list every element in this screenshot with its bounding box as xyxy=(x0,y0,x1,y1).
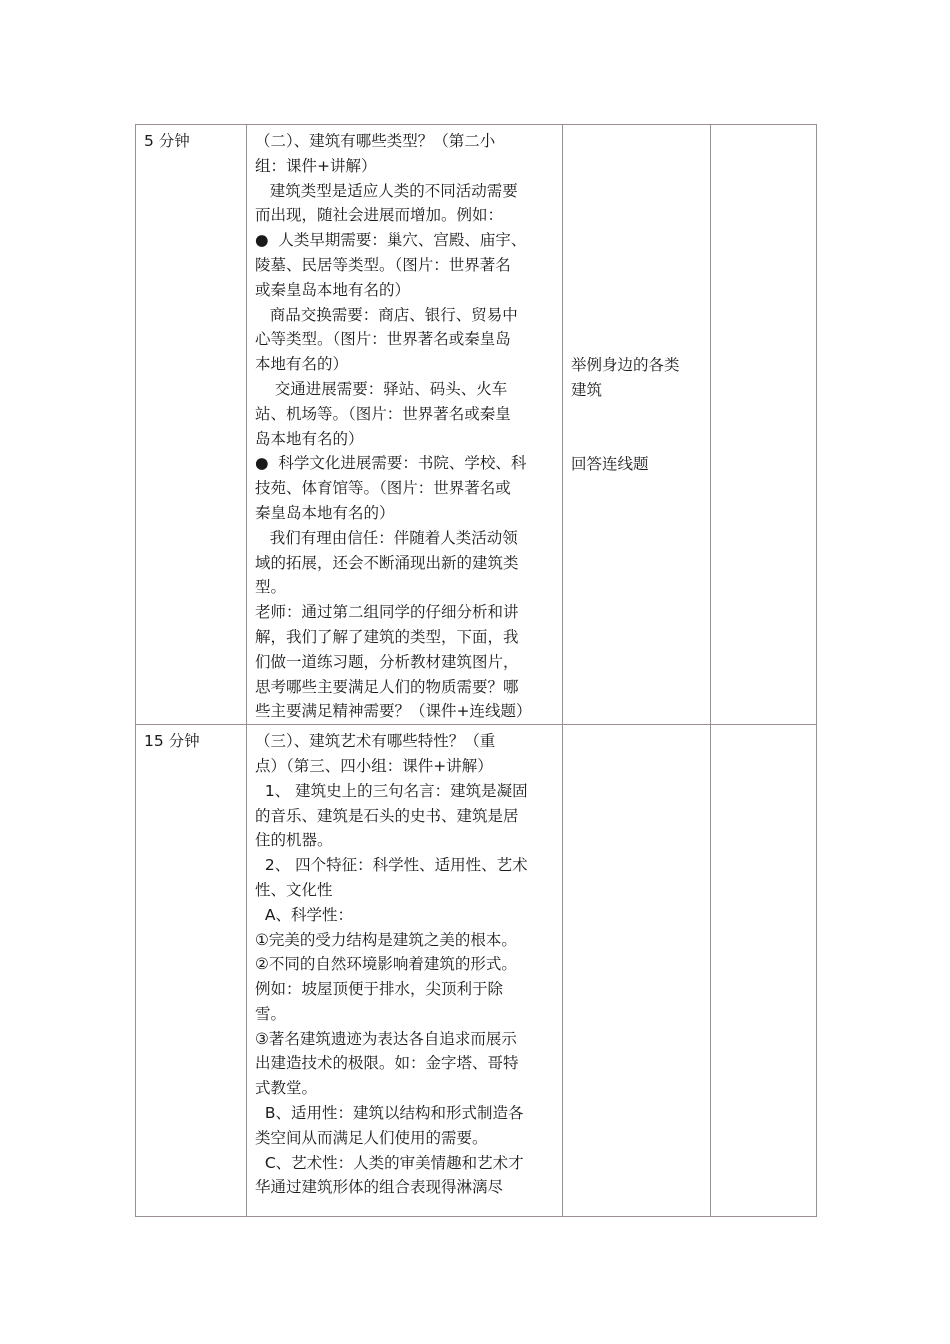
content-line: 心等类型。（图片：世界著名或秦皇岛 xyxy=(255,330,511,349)
notes-cell xyxy=(711,125,817,725)
content-line: 我们有理由信任：伴随着人类活动领 xyxy=(255,528,518,547)
content-line: 类空间从而满足人们使用的需要。 xyxy=(255,1128,488,1147)
lesson-plan-table xyxy=(135,124,817,1217)
content-line: 技苑、体育馆等。（图片：世界著名或 xyxy=(255,479,511,498)
time-label: 15 分钟 xyxy=(144,732,200,751)
notes-cell xyxy=(711,725,817,1217)
time-label: 5 分钟 xyxy=(144,132,190,150)
content-text xyxy=(255,129,556,724)
content-line: 陵墓、民居等类型。（图片：世界著名 xyxy=(255,255,511,274)
content-line: 站、机场等。（图片：世界著名或秦皇 xyxy=(255,404,511,423)
content-line: 性、文化性 xyxy=(255,880,333,899)
content-line: 秦皇岛本地有名的） xyxy=(255,503,395,522)
time-cell xyxy=(136,725,247,1217)
content-line: 雪。 xyxy=(255,1004,287,1023)
content-line: 思考哪些主要满足人们的物质需要？哪 xyxy=(255,677,519,696)
content-line: 些主要满足精神需要？（课件+连线题） xyxy=(255,702,532,721)
table-row xyxy=(136,725,817,1217)
content-line: 岛本地有名的） xyxy=(255,429,364,448)
content-cell xyxy=(247,125,563,725)
student-activity-line: 建筑 xyxy=(571,380,603,399)
content-line: 出建造技术的极限。如：金字塔、哥特 xyxy=(255,1054,519,1073)
content-cell xyxy=(247,725,563,1217)
content-line: 的音乐、建筑是石头的史书、建筑是居 xyxy=(255,806,519,825)
content-line: 解，我们了解了建筑的类型，下面，我 xyxy=(255,627,519,646)
content-line: 住的机器。 xyxy=(255,831,333,850)
content-line: （三）、建筑艺术有哪些特性？（重 xyxy=(255,732,496,751)
content-line: C、艺术性：人类的审美情趣和艺术才 xyxy=(255,1153,524,1172)
content-line: B、适用性：建筑以结构和形式制造各 xyxy=(255,1104,524,1123)
content-line: 而出现，随社会进展而增加。例如： xyxy=(255,206,504,225)
content-line: 型。 xyxy=(255,578,287,597)
student-activity-cell xyxy=(563,725,711,1217)
content-line: ②不同的自然环境影响着建筑的形式。 xyxy=(255,955,517,974)
content-line: ● 科学文化进展需要：书院、学校、科 xyxy=(255,454,527,473)
content-line: 式教堂。 xyxy=(255,1079,318,1098)
content-line: 们做一道练习题，分析教材建筑图片， xyxy=(255,652,519,671)
student-activity-cell xyxy=(563,125,711,725)
content-line: 建筑类型是适应人类的不同活动需要 xyxy=(255,181,518,200)
content-line: ①完美的受力结构是建筑之美的根本。 xyxy=(255,930,517,949)
content-line: 交通进展需要：驿站、码头、火车 xyxy=(255,379,508,398)
student-activity-line: 举例身边的各类 xyxy=(571,356,680,374)
content-line: 组：课件+讲解） xyxy=(255,156,377,175)
content-line: 本地有名的） xyxy=(255,355,349,374)
content-line: （二）、建筑有哪些类型？（第二小 xyxy=(255,132,496,150)
time-cell xyxy=(136,125,247,725)
content-line: 老师：通过第二组同学的仔细分析和讲 xyxy=(255,603,519,622)
content-line: 例如：坡屋顶便于排水，尖顶利于除 xyxy=(255,980,504,999)
content-text xyxy=(255,729,556,1200)
content-line: ③著名建筑遗迹为表达各自追求而展示 xyxy=(255,1029,517,1048)
content-line: 1、 建筑史上的三句名言：建筑是凝固 xyxy=(255,781,528,800)
content-line: 点）（第三、四小组：课件+讲解） xyxy=(255,756,493,775)
content-line: 华通过建筑形体的组合表现得淋漓尽 xyxy=(255,1178,504,1197)
content-line: 商品交换需要：商店、银行、贸易中 xyxy=(255,305,518,324)
student-activity-line: 回答连线题 xyxy=(571,454,649,473)
content-line: 域的拓展，还会不断涌现出新的建筑类 xyxy=(255,553,519,572)
content-line: 2、 四个特征：科学性、适用性、艺术 xyxy=(255,856,528,875)
table-row xyxy=(136,125,817,725)
content-line: ● 人类早期需要：巢穴、宫殿、庙宇、 xyxy=(255,231,527,250)
content-line: 或秦皇岛本地有名的） xyxy=(255,280,411,299)
content-line: A、科学性： xyxy=(255,905,353,924)
